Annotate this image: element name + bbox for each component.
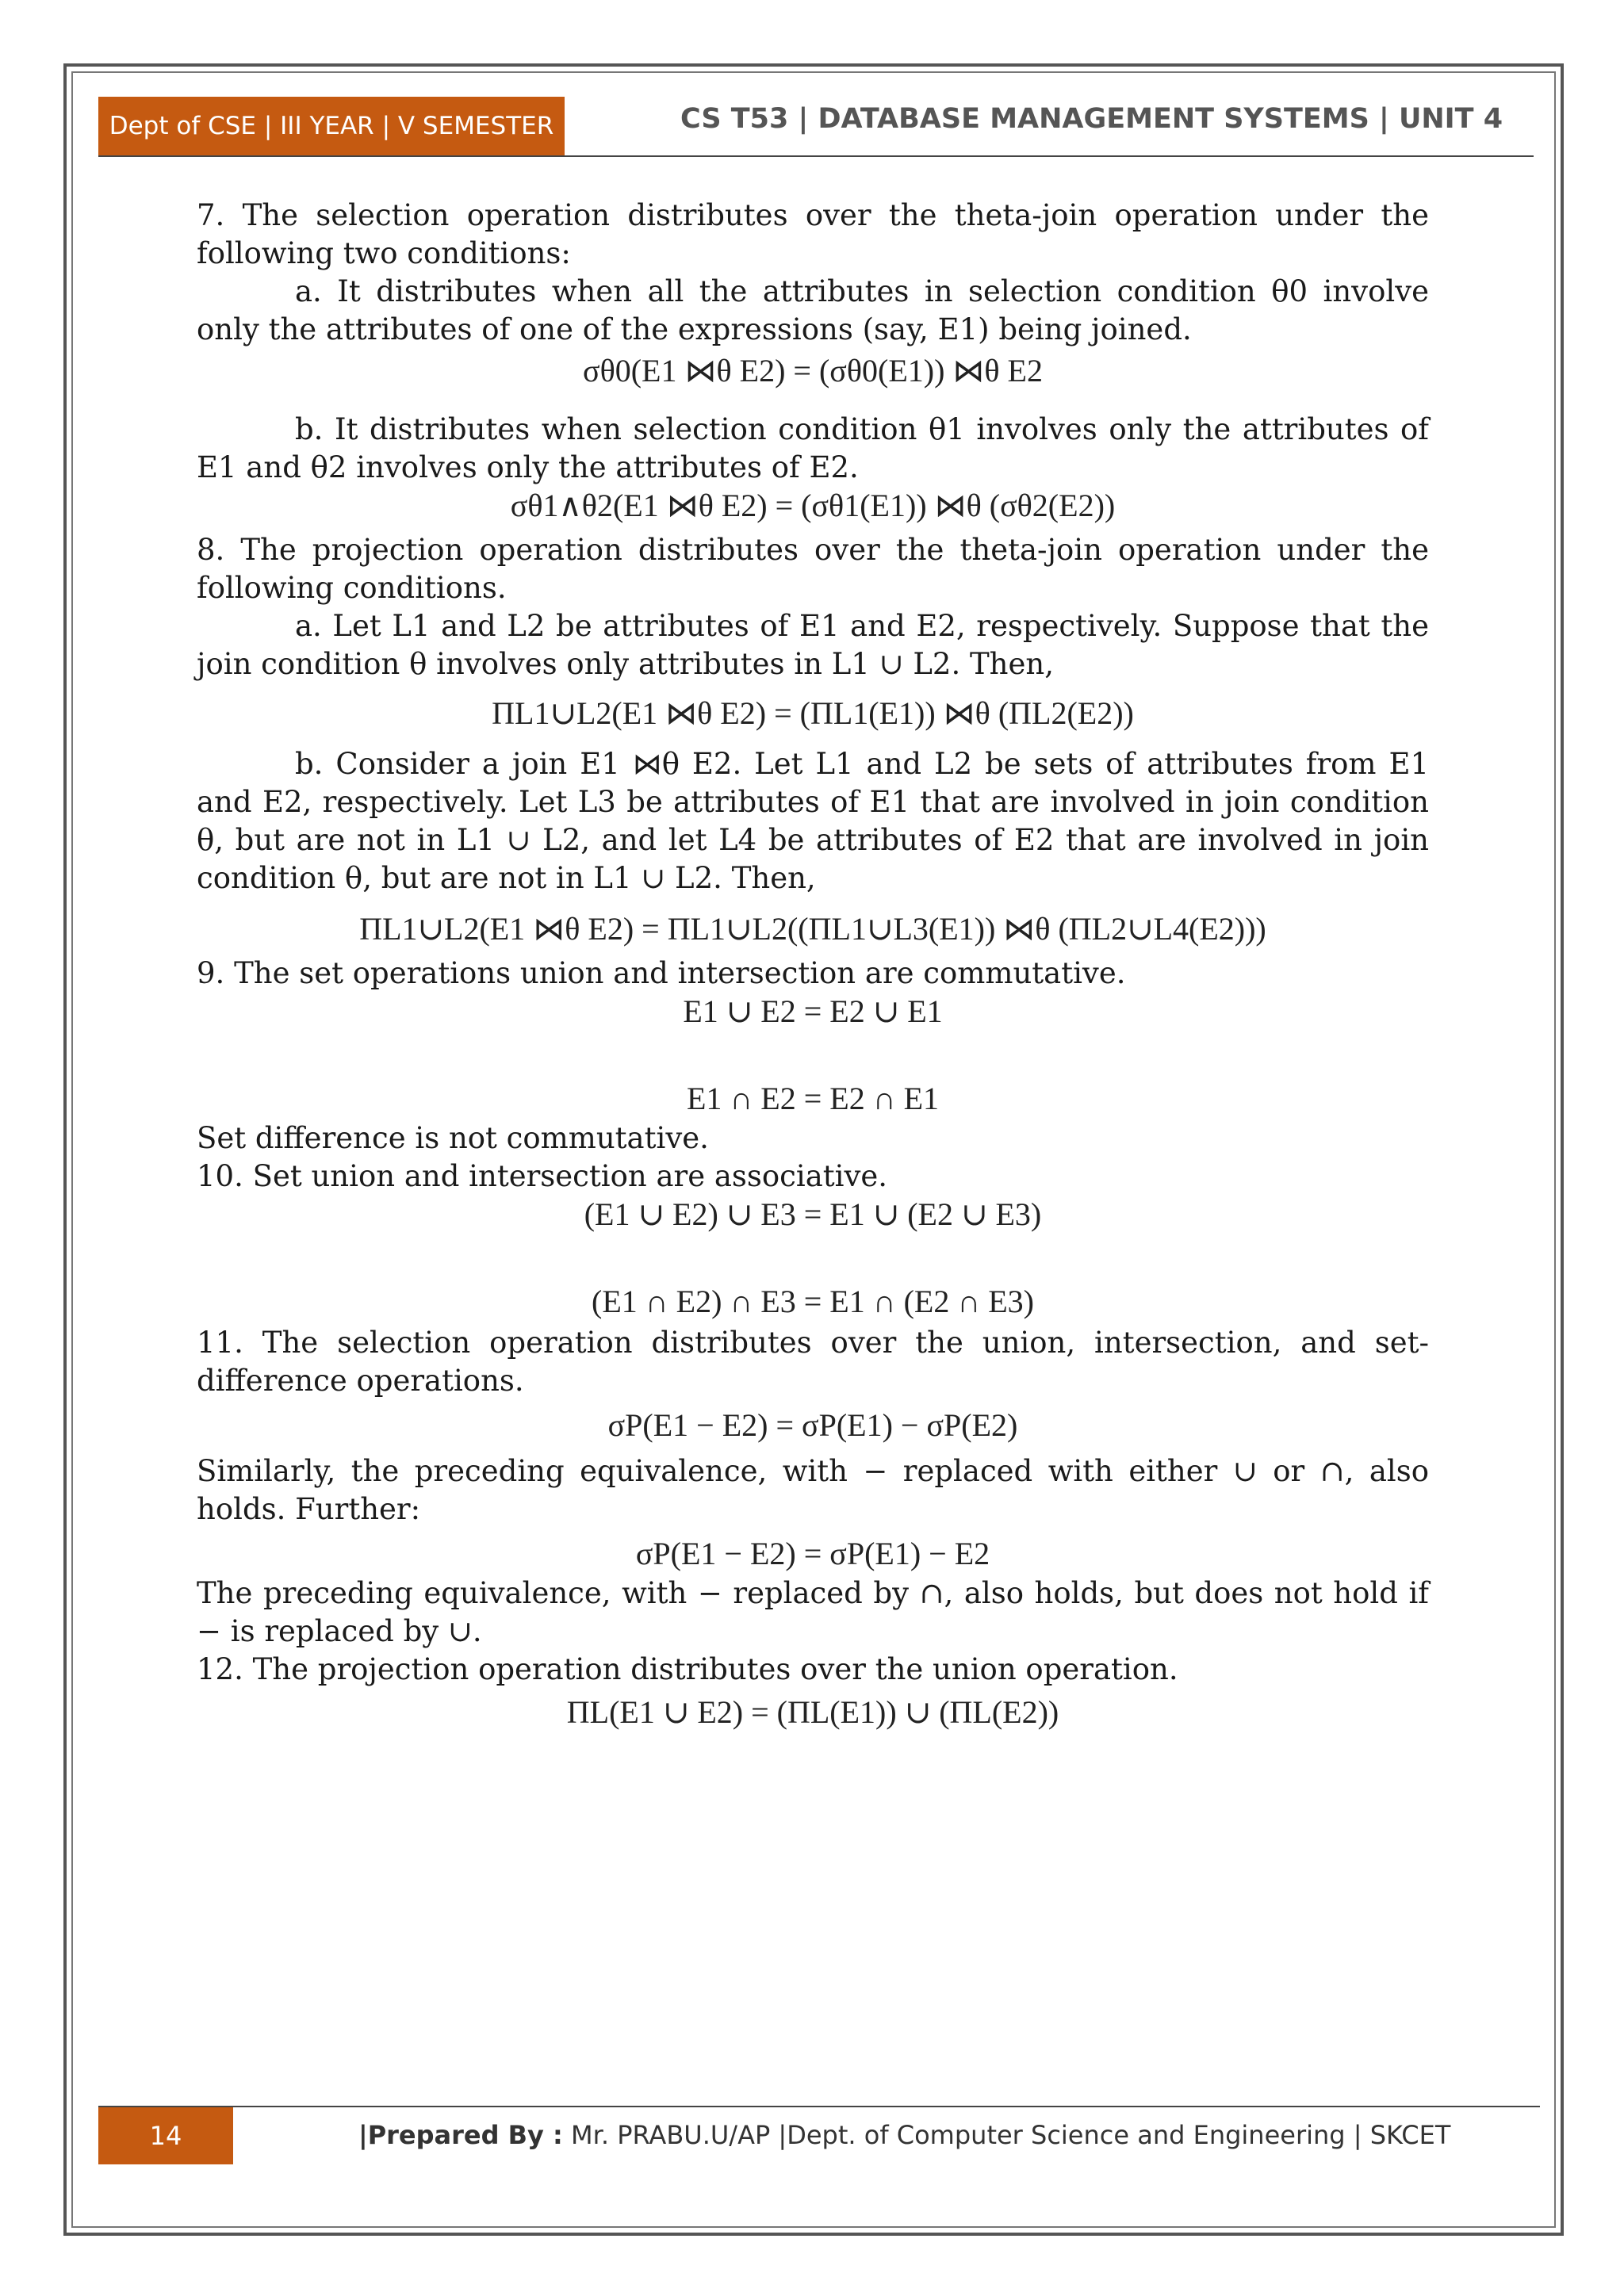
equation-eq12: ΠL(E1 ∪ E2) = (ΠL(E1)) ∪ (ΠL(E2)) (566, 1694, 1059, 1730)
footer-credit (358, 2120, 1450, 2150)
paragraph-p11c: The preceding equivalence, with − replaced by ∩, also holds, but does not hold if − is replaced by ∪. (197, 1576, 1429, 1648)
header-course-title: CS T53 | DATABASE MANAGEMENT SYSTEMS | UNIT 4 (680, 103, 1503, 135)
footer-prepared-text: Mr. PRABU.U/AP |Dept. of Computer Science and Engineering | SKCET (562, 2120, 1451, 2150)
paragraph-p8a: a. Let L1 and L2 be attributes of E1 and E2, respectively. Suppose that the join condition θ involves only attributes in L1 ∪ L2. Then, (197, 609, 1429, 681)
header-divider (98, 155, 1534, 157)
paragraph-p7a: a. It distributes when all the attributes in selection condition θ0 involve only the attributes of one of the expressions (say, E1) being joined. (197, 274, 1429, 346)
equation-eq9a: E1 ∪ E2 = E2 ∪ E1 (683, 993, 943, 1029)
paragraph-p7: 7. The selection operation distributes over the theta-join operation under the following two conditions: (197, 198, 1429, 270)
page-number: 14 (98, 2107, 233, 2164)
paragraph-p9c: Set difference is not commutative. (197, 1121, 709, 1155)
paragraph-p11b: Similarly, the preceding equivalence, with − replaced with either ∪ or ∩, also holds. Further: (197, 1454, 1429, 1526)
paragraph-p12: 12. The projection operation distributes over the union operation. (197, 1652, 1178, 1686)
spacer-g9 (197, 1031, 1429, 1080)
paragraph-p8b: b. Consider a join E1 ⋈θ E2. Let L1 and L2 be sets of attributes from E1 and E2, respectively. Let L3 be attributes of E1 that are involved in join condition θ, but are not in L1 ∪ L2, and let L4 be attributes of E2 that are involved in join condition θ, but are not in L1 ∪ L2. Then, (197, 747, 1429, 895)
paragraph-p8: 8. The projection operation distributes over the theta-join operation under the following conditions. (197, 533, 1429, 605)
paragraph-p11: 11. The selection operation distributes over the union, intersection, and set-difference operations. (197, 1326, 1429, 1398)
equation-eq8b: ΠL1∪L2(E1 ⋈θ E2) = ΠL1∪L2((ΠL1∪L3(E1)) ⋈θ (ΠL2∪L4(E2))) (359, 911, 1266, 947)
equation-eq7a: σθ0(E1 ⋈θ E2) = (σθ0(E1)) ⋈θ E2 (583, 353, 1043, 388)
equation-eq9b: E1 ∩ E2 = E2 ∩ E1 (686, 1081, 940, 1116)
page-content (197, 197, 1429, 1732)
footer-divider (98, 2106, 1540, 2107)
equation-eq10a: (E1 ∪ E2) ∪ E3 = E1 ∪ (E2 ∪ E3) (584, 1196, 1042, 1232)
footer-prepared-label: |Prepared By : (358, 2120, 563, 2150)
header-dept-badge: Dept of CSE | III YEAR | V SEMESTER (98, 97, 565, 155)
equation-eq11b: σP(E1 − E2) = σP(E1) − E2 (635, 1536, 990, 1571)
paragraph-p10: 10. Set union and intersection are associative. (197, 1159, 888, 1193)
spacer-g10 (197, 1234, 1429, 1283)
equation-eq10b: (E1 ∩ E2) ∩ E3 = E1 ∩ (E2 ∩ E3) (592, 1284, 1034, 1319)
paragraph-p9: 9. The set operations union and intersection are commutative. (197, 956, 1126, 990)
equation-eq11a: σP(E1 − E2) = σP(E1) − σP(E2) (607, 1407, 1018, 1443)
equation-eq7b: σθ1∧θ2(E1 ⋈θ E2) = (σθ1(E1)) ⋈θ (σθ2(E2)) (510, 488, 1116, 523)
equation-eq8a: ΠL1∪L2(E1 ⋈θ E2) = (ΠL1(E1)) ⋈θ (ΠL2(E2)) (492, 695, 1134, 731)
paragraph-p7b: b. It distributes when selection condition θ1 involves only the attributes of E1 and θ2 involves only the attributes of E2. (197, 412, 1429, 484)
